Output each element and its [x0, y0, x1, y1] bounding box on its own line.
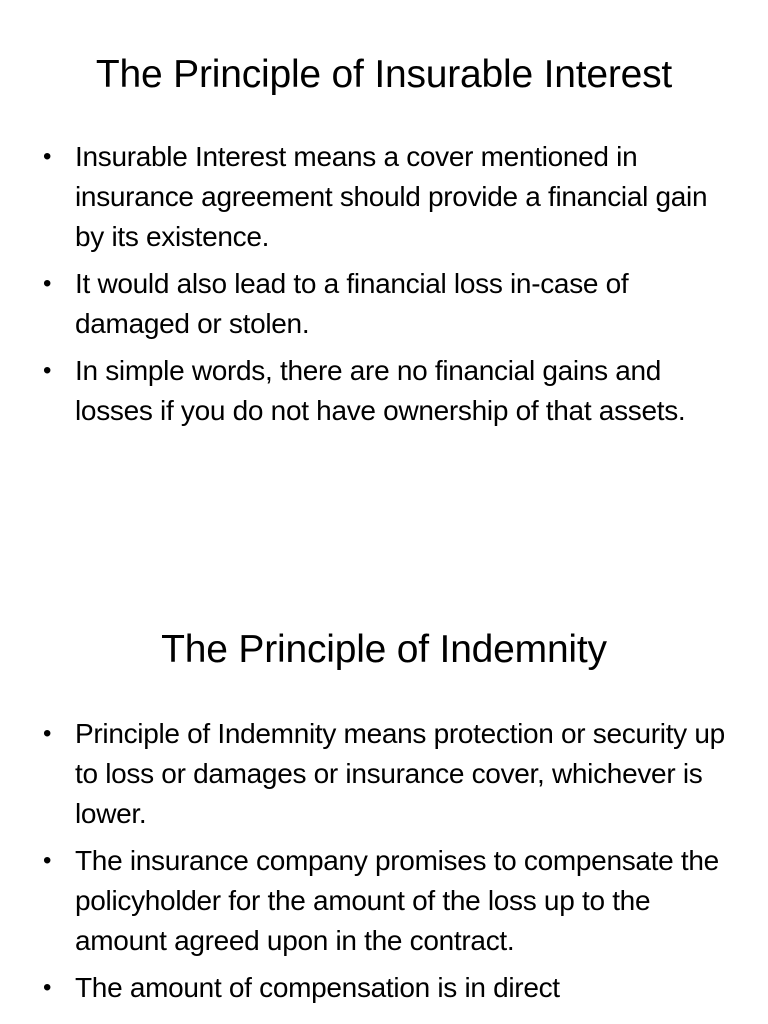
bullet-text: Insurable Interest means a cover mentioned in insurance agreement should provide a financial gain by its existence. — [75, 141, 708, 252]
slide-title: The Principle of Indemnity — [161, 628, 607, 671]
slide-title: The Principle of Insurable Interest — [95, 53, 673, 96]
bullet-dot-icon: • — [43, 357, 52, 384]
bullet-item — [0, 841, 768, 961]
bullet-text: In simple words, there are no financial gains and losses if you do not have ownership of that assets. — [75, 355, 686, 426]
bullet-dot-icon: • — [43, 720, 52, 747]
bullet-item — [0, 351, 768, 431]
bullet-text: The insurance company promises to compensate the policyholder for the amount of the loss up to the amount agreed upon in the contract. — [75, 845, 719, 956]
bullet-text: The amount of compensation is in direct — [75, 972, 560, 1003]
bullet-dot-icon: • — [43, 270, 52, 297]
slide-indemnity — [0, 568, 768, 1024]
bullet-list — [0, 137, 768, 431]
bullet-dot-icon: • — [43, 974, 52, 1001]
bullet-item — [0, 137, 768, 257]
bullet-dot-icon: • — [43, 847, 52, 874]
bullet-item — [0, 714, 768, 834]
bullet-list — [0, 714, 768, 1008]
bullet-text: It would also lead to a financial loss in-case of damaged or stolen. — [75, 268, 629, 339]
bullet-dot-icon: • — [43, 143, 52, 170]
bullet-item — [0, 968, 768, 1008]
bullet-item — [0, 264, 768, 344]
bullet-text: Principle of Indemnity means protection or security up to loss or damages or insurance cover, whichever is lower. — [75, 718, 725, 829]
